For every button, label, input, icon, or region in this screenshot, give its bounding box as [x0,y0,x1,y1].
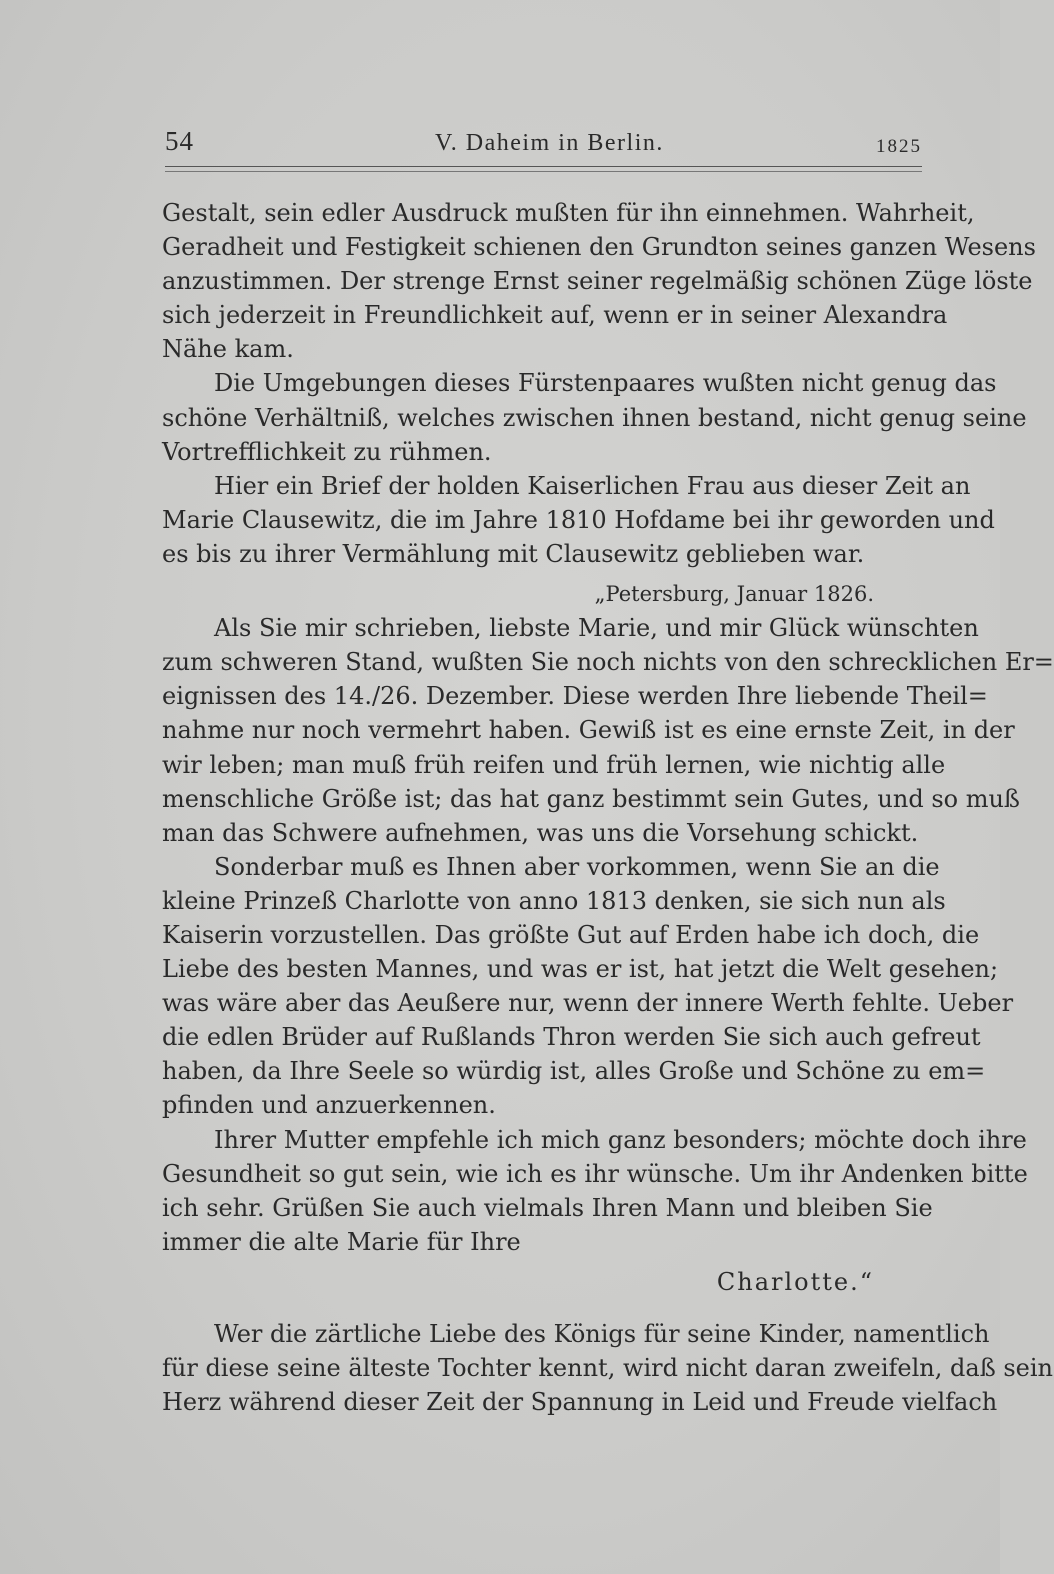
text-line: die edlen Brüder auf Rußlands Thron werden Sie sich auch gefreut [162,1023,981,1052]
text-line: haben, da Ihre Seele so würdig ist, alles Große und Schöne zu em= [162,1057,986,1086]
text-line: Gesundheit so gut sein, wie ich es ihr wünsche. Um ihr Andenken bitte [162,1159,1028,1188]
text-line: eignissen des 14./26. Dezember. Diese werden Ihre liebende Theil= [162,682,988,711]
header-rule [165,166,922,172]
text-line: Kaiserin vorzustellen. Das größte Gut auf Erden habe ich doch, die [162,920,980,949]
text-line: für diese seine älteste Tochter kennt, wird nicht daran zweifeln, daß sein [162,1354,1053,1383]
text-line: Nähe kam. [162,335,294,364]
text-line: wir leben; man muß früh reifen und früh lernen, wie nichtig alle [162,750,946,779]
text-line: Herz während dieser Zeit der Spannung in Leid und Freude vielfach [162,1388,998,1417]
text-line: Hier ein Brief der holden Kaiserlichen Frau aus dieser Zeit an [214,471,971,500]
text-line: immer die alte Marie für Ihre [162,1227,521,1256]
text-line: Gestalt, sein edler Ausdruck mußten für ihn einnehmen. Wahrheit, [162,199,975,227]
page-body [162,196,1054,1419]
text-line: zum schweren Stand, wußten Sie noch nichts von den schrecklichen Er= [162,648,1054,677]
text-line: menschliche Größe ist; das hat ganz bestimmt sein Gutes, und so muß [162,784,1020,813]
header-year: 1825 [876,136,922,157]
text-line: ich sehr. Grüßen Sie auch vielmals Ihren Mann und bleiben Sie [162,1193,933,1222]
text-line: Vortrefflichkeit zu rühmen. [162,437,492,466]
text-line: was wäre aber das Aeußere nur, wenn der innere Werth fehlte. Ueber [162,989,1014,1018]
text-line: pfinden und anzuerkennen. [162,1091,496,1120]
text-line: anzustimmen. Der strenge Ernst seiner regelmäßig schönen Züge löste [162,267,1033,296]
text-line: Die Umgebungen dieses Fürstenpaares wußten nicht genug das [214,369,997,398]
text-line: Marie Clausewitz, die im Jahre 1810 Hofdame bei ihr geworden und [162,505,995,534]
text-line: Sonderbar muß es Ihnen aber vorkommen, wenn Sie an die [214,852,940,881]
page-number: 54 [165,126,194,156]
paragraph-gap [162,1299,914,1317]
letter-signature: Charlotte.“ [716,1267,874,1296]
text-line: Liebe des besten Mannes, und was er ist, hat jetzt die Welt gesehen; [162,955,999,984]
text-line: man das Schwere aufnehmen, was uns die Vorsehung schickt. [162,818,919,847]
text-line: nahme nur noch vermehrt haben. Gewiß ist es eine ernste Zeit, in der [162,716,1015,745]
text-line: Ihrer Mutter empfehle ich mich ganz besonders; möchte doch ihre [214,1125,1027,1154]
letter-dateline: „Petersburg, Januar 1826. [594,582,874,607]
text-line: schöne Verhältniß, welches zwischen ihnen bestand, nicht genug seine [162,403,1027,432]
page-header [165,124,922,160]
running-title: V. Daheim in Berlin. [435,130,664,156]
text-line: sich jederzeit in Freundlichkeit auf, wenn er in seiner Alexandra [162,301,948,330]
text-line: Wer die zärtliche Liebe des Königs für seine Kinder, namentlich [214,1320,990,1348]
text-line: es bis zu ihrer Vermählung mit Clausewitz geblieben war. [162,539,865,568]
text-line: Als Sie mir schrieben, liebste Marie, und mir Glück wünschten [214,614,979,643]
text-line: kleine Prinzeß Charlotte von anno 1813 denken, sie sich nun als [162,886,946,915]
text-line: Geradheit und Festigkeit schienen den Grundton seines ganzen Wesens [162,233,1036,262]
